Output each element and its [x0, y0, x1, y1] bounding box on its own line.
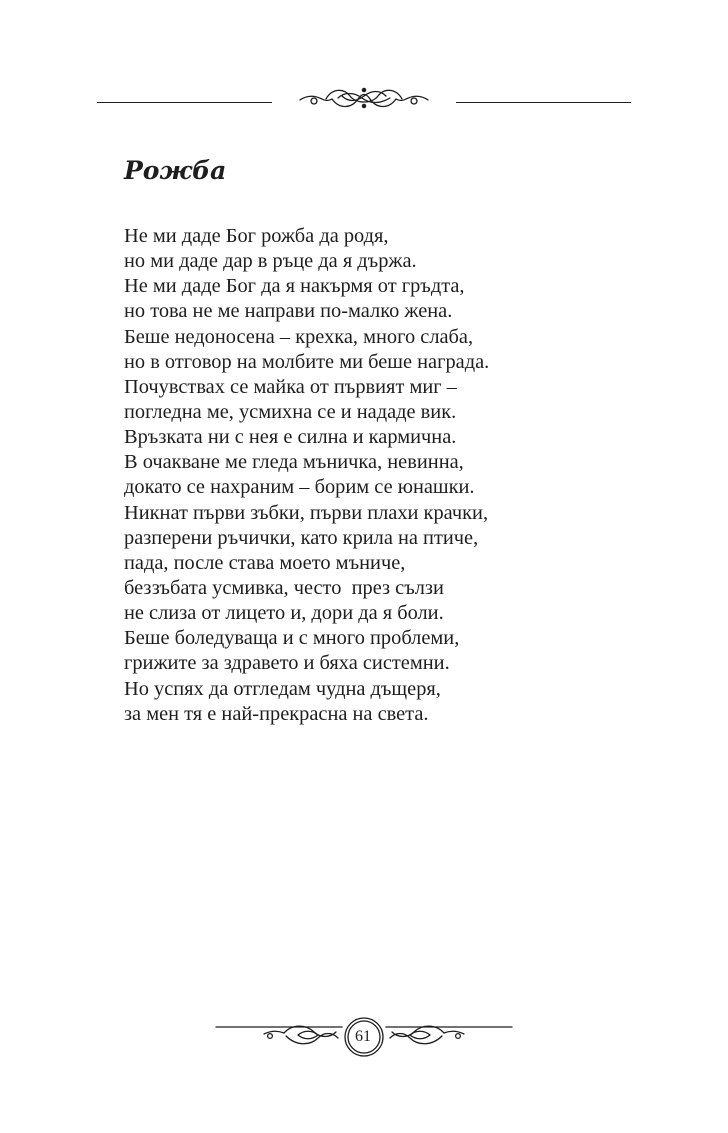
poem-line: погледна ме, усмихна се и нададе вик. [124, 400, 457, 423]
poem-line: Беше недоносена – крехка, много слаба, [124, 325, 474, 348]
poem-line: Беше боледуваща и с много проблеми, [124, 627, 460, 650]
poem-line: Не ми даде Бог да я накърмя от гръдта, [124, 275, 465, 298]
poem-line: но ми даде дар в ръце да я държа. [124, 250, 417, 273]
header-rule-right [456, 102, 631, 103]
poem-line: но това не ме направи по-малко жена. [124, 300, 453, 323]
poem-line: Не ми даде Бог рожба да родя, [124, 225, 389, 247]
poem-line: Но успях да отгледам чудна дъщеря, [124, 677, 441, 700]
poem-line: В очакване ме гледа мъничка, невинна, [124, 451, 464, 474]
header-rule-left [97, 102, 272, 103]
poem-line: за мен тя е най-прекрасна на света. [124, 702, 429, 725]
header-flourish-icon [296, 84, 432, 112]
poem-line: но в отговор на молбите ми беше награда. [124, 350, 490, 373]
poem-line: не слиза от лицето и, дори да я боли. [124, 602, 444, 625]
poem-line: Връзката ни с нея е силна и кармична. [124, 426, 457, 449]
page-number: 61 [355, 1028, 371, 1045]
poem-line: докато се нахраним – борим се юнашки. [124, 476, 475, 499]
poem-title: Рожба [124, 156, 227, 185]
poem-line: разперени ръчички, като крила на птиче, [124, 526, 479, 549]
poem-line: Никнат първи зъбки, първи плахи крачки, [124, 501, 489, 524]
poem-line: Почувствах се майка от първият миг – [124, 375, 457, 398]
poem-line: беззъбата усмивка, често през сълзи [124, 576, 444, 599]
poem-line: грижите за здравето и бяха системни. [124, 652, 450, 675]
poem-body [124, 224, 684, 727]
poem-line: пада, после става моето мъниче, [124, 551, 406, 574]
